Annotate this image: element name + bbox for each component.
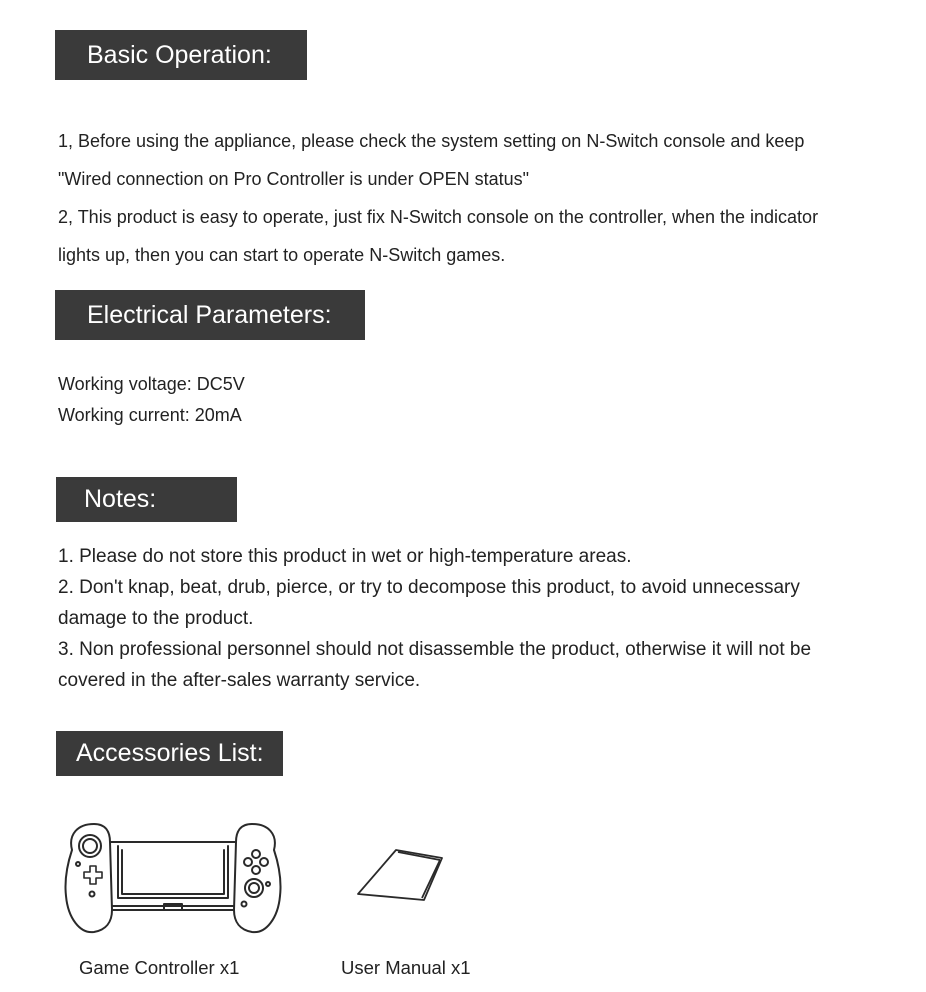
basic-operation-heading	[55, 30, 307, 80]
notes-title: Notes:	[84, 485, 157, 513]
notes-heading	[56, 477, 237, 522]
electrical-parameters-title: Electrical Parameters:	[87, 300, 332, 329]
user-manual-icon	[354, 848, 446, 902]
basic-operation-title: Basic Operation:	[87, 40, 272, 69]
accessories-list-title: Accessories List:	[76, 739, 264, 767]
working-voltage-text: Working voltage: DC5V	[58, 374, 245, 394]
game-controller-icon	[60, 818, 286, 938]
accessories-list-heading	[56, 731, 283, 776]
user-manual-label: User Manual x1	[341, 957, 471, 978]
game-controller-label: Game Controller x1	[79, 957, 240, 978]
electrical-parameters-heading	[55, 290, 365, 340]
basic-operation-line-1: 1, Before using the appliance, please check the system setting on N-Switch console and keep	[58, 131, 805, 151]
notes-line-5: covered in the after-sales warranty service.	[58, 670, 421, 691]
basic-operation-line-4: lights up, then you can start to operate N-Switch games.	[58, 245, 506, 265]
notes-line-4: 3. Non professional personnel should not disassemble the product, otherwise it will not be	[58, 639, 812, 660]
notes-line-3: damage to the product.	[58, 608, 254, 629]
notes-line-1: 1. Please do not store this product in wet or high-temperature areas.	[58, 546, 632, 567]
basic-operation-line-2: "Wired connection on Pro Controller is under OPEN status"	[58, 169, 529, 189]
working-current-text: Working current: 20mA	[58, 405, 242, 425]
basic-operation-line-3: 2, This product is easy to operate, just fix N-Switch console on the controller, when the indicator	[58, 207, 819, 227]
notes-line-2: 2. Don't knap, beat, drub, pierce, or try to decompose this product, to avoid unnecessary	[58, 577, 800, 598]
